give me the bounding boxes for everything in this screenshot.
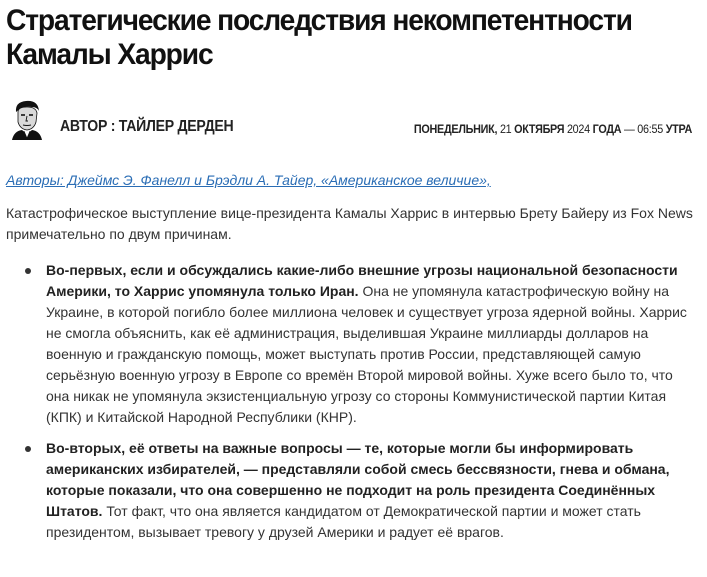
date-word: ГОДА: [592, 122, 622, 136]
source-link[interactable]: Авторы: Джеймс Э. Фанелл и Брэдли А. Тайер, «Американское величие»,: [6, 172, 491, 188]
article-title: [6, 4, 655, 72]
date-period: УТРА: [665, 122, 692, 136]
intro-paragraph: Катастрофическое выступление вице-президента Камалы Харрис в интервью Брету Байеру из Fox News примечательно по двум причинам.: [6, 205, 693, 242]
date-day: 21: [497, 122, 515, 136]
list-item-lead: Во-вторых, её ответы на важные вопросы — те, которые могли бы информировать американских избирателей, — представляли собой смесь бессвязности, гнева и обмана, которые показали, что она совершенно не подходит на роль президента Соединённых Штатов.: [46, 440, 670, 519]
date-year: 2024: [564, 122, 593, 136]
bullet-dot-icon: [25, 268, 31, 274]
publish-date: [414, 122, 692, 136]
bullet-list: [46, 260, 696, 543]
byline: [6, 98, 698, 142]
list-item-text: Она не упомянула катастрофическую войну на Украине, в которой погибло более миллиона человек и существует угроза ядерной войны. Харрис не смогла объяснить, как её администрация, выделившая Украине миллиарды долларов на военную и гражданскую помощь, может выступать против России, представляющей самую серьёзную военную угрозу в Европе со времён Второй мировой войны. Хуже всего было то, что она никак не упомянула экзистенциальную угрозу со стороны Коммунистической партии Китая (КПК) и Китайской Народной Республики (КНР).: [46, 283, 687, 425]
list-item: [46, 438, 696, 543]
list-item: [46, 260, 696, 428]
date-time: — 06:55: [621, 122, 666, 136]
date-month: ОКТЯБРЯ: [514, 122, 565, 136]
article-title-line-1: Стратегические последствия некомпетентности: [6, 4, 632, 37]
article-title-line-2: Камалы Харрис: [6, 38, 213, 71]
list-item-text: Тот факт, что она является кандидатом от Демократической партии и может стать президентом, вызывает тревогу у друзей Америки и радует её врагов.: [46, 503, 641, 540]
bullet-dot-icon: [25, 446, 31, 452]
author-name[interactable]: АВТОР : ТАЙЛЕР ДЕРДЕН: [60, 118, 234, 135]
date-weekday: ПОНЕДЕЛЬНИК,: [413, 122, 498, 136]
author-avatar-icon[interactable]: [8, 98, 46, 140]
list-item-lead: Во-первых, если и обсуждались какие-либо внешние угрозы национальной безопасности Америки, то Харрис упомянула только Иран.: [46, 262, 678, 299]
